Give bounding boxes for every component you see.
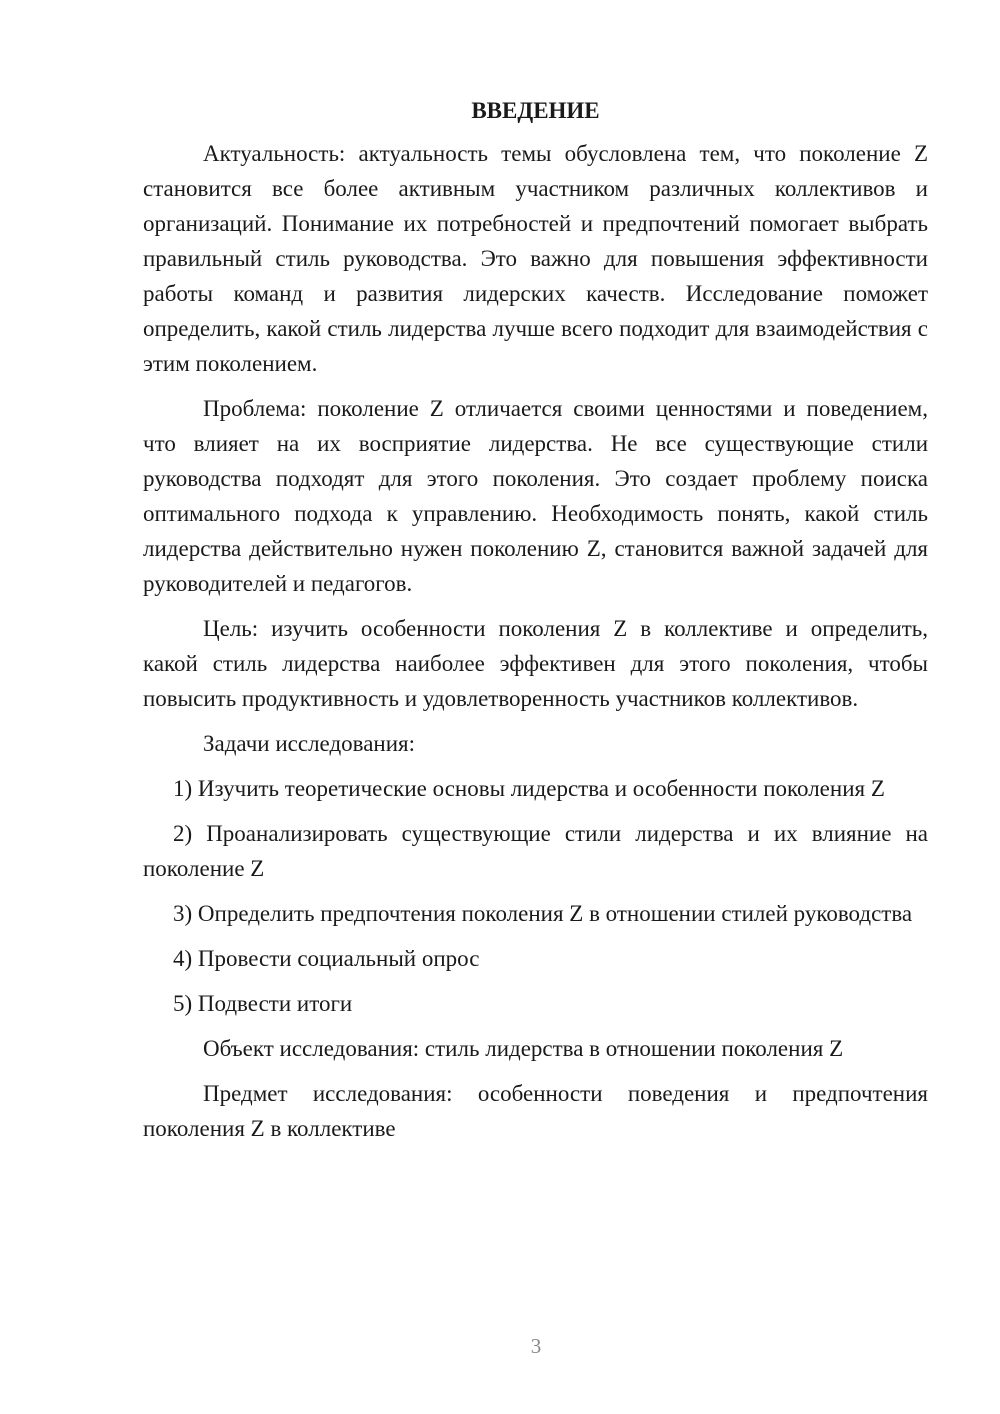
paragraph-subject: Предмет исследования: особенности поведения и предпочтения поколения Z в коллективе — [143, 1081, 928, 1141]
task-item-5: 5) Подвести итоги — [173, 991, 353, 1016]
paragraph-goal: Цель: изучить особенности поколения Z в коллективе и определить, какой стиль лидерства наиболее эффективен для этого поколения, чтобы повысить продуктивность и удовлетворенность участников коллективов. — [143, 616, 928, 711]
task-item-1: 1) Изучить теоретические основы лидерства и особенности поколения Z — [173, 776, 885, 801]
task-item-3: 3) Определить предпочтения поколения Z в отношении стилей руководства — [173, 901, 913, 926]
task-item-2: 2) Проанализировать существующие стили лидерства и их влияние на поколение Z — [143, 821, 928, 881]
task-item-4: 4) Провести социальный опрос — [173, 946, 480, 971]
paragraph-relevance: Актуальность: актуальность темы обусловлена тем, что поколение Z становится все более активным участником различных коллективов и организаций. Понимание их потребностей и предпочтений помогает выбрать правильный стиль руководства. Это важно для повышения эффективности работы команд и развития лидерских качеств. Исследование поможет определить, какой стиль лидерства лучше всего подходит для взаимодействия с этим поколением. — [143, 141, 928, 376]
page-number: 3 — [530, 1334, 542, 1358]
document-page — [143, 96, 928, 1156]
tasks-heading: Задачи исследования: — [203, 731, 416, 756]
page-title: ВВЕДЕНИЕ — [471, 98, 600, 123]
paragraph-problem: Проблема: поколение Z отличается своими ценностями и поведением, что влияет на их восприятие лидерства. Не все существующие стили руководства подходят для этого поколения. Это создает проблему поиска оптимального подхода к управлению. Необходимость понять, какой стиль лидерства действительно нужен поколению Z, становится важной задачей для руководителей и педагогов. — [143, 396, 928, 596]
paragraph-object: Объект исследования: стиль лидерства в отношении поколения Z — [203, 1036, 844, 1061]
